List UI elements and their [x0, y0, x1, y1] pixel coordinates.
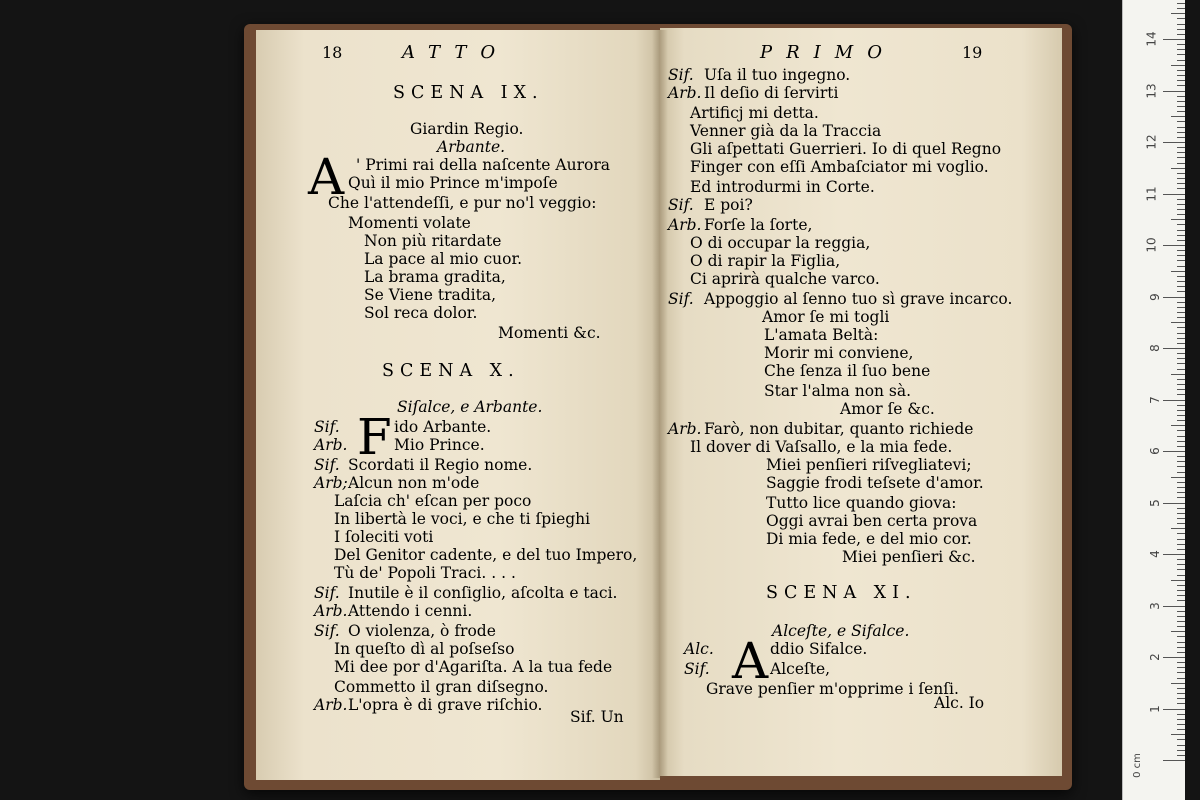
ruler-tick	[1177, 652, 1185, 653]
speaker-label: Sif.	[314, 456, 340, 474]
dialogue-line: Morir mi conviene,	[764, 344, 914, 362]
dialogue-line: Miei penſieri &c.	[842, 548, 976, 566]
dialogue-line: Amor ſe &c.	[840, 400, 935, 418]
ruler-tick	[1177, 60, 1185, 61]
ruler-tick	[1177, 750, 1185, 751]
ruler-tick	[1171, 65, 1185, 66]
ruler-tick	[1177, 466, 1185, 467]
verse-line: Se Viene tradita,	[364, 286, 497, 304]
ruler-tick	[1163, 554, 1185, 555]
ruler-tick	[1177, 209, 1185, 210]
ruler-tick	[1177, 70, 1185, 71]
ruler-tick	[1177, 487, 1185, 488]
dialogue-line: Di mia fede, e del mio cor.	[766, 530, 972, 548]
ruler-tick	[1177, 590, 1185, 591]
ruler-tick	[1177, 420, 1185, 421]
ruler-tick	[1177, 29, 1185, 30]
ruler-tick	[1177, 430, 1185, 431]
dialogue-line: Mio Prince.	[394, 436, 485, 454]
ruler-number: 10	[1144, 237, 1159, 253]
ruler-tick	[1177, 8, 1185, 9]
ruler-number: 5	[1148, 498, 1163, 507]
dialogue-line: Amor ſe mi togli	[762, 308, 890, 326]
dialogue-line: Artificj mi detta.	[690, 104, 819, 122]
scene-x-characters: Siſalce, e Arbante.	[397, 398, 543, 416]
dialogue-line: O violenza, ò frode	[348, 622, 496, 640]
dialogue-line: Uſa il tuo ingegno.	[704, 66, 851, 84]
ruler-tick	[1177, 621, 1185, 622]
ruler-tick	[1177, 75, 1185, 76]
ruler-tick	[1177, 513, 1185, 514]
ruler-tick	[1163, 606, 1185, 607]
ruler-tick	[1177, 276, 1185, 277]
ruler-tick	[1177, 230, 1185, 231]
ruler-tick	[1177, 353, 1185, 354]
ruler-tick	[1177, 137, 1185, 138]
ruler-tick	[1177, 389, 1185, 390]
ruler-tick	[1177, 405, 1185, 406]
dialogue-line: Ci aprirà qualche varco.	[690, 270, 880, 288]
ruler-tick	[1177, 111, 1185, 112]
ruler-number: 13	[1144, 82, 1159, 99]
scene-x-heading: SCENA X.	[382, 361, 520, 381]
dialogue-line: Del Genitor cadente, e del tuo Impero,	[334, 546, 638, 564]
ruler-tick	[1177, 183, 1185, 184]
verse-line: Sol reca dolor.	[364, 304, 478, 322]
ruler-tick	[1177, 482, 1185, 483]
ruler-tick	[1177, 152, 1185, 153]
ruler-tick	[1177, 636, 1185, 637]
ruler-tick	[1177, 281, 1185, 282]
dialogue-line: Grave penſier m'opprime i ſenſi.	[706, 680, 959, 698]
ruler-tick	[1177, 436, 1185, 437]
scene-ix-setting: Giardin Regio.	[410, 120, 524, 138]
ruler-tick	[1171, 168, 1185, 169]
ruler-tick	[1177, 662, 1185, 663]
ruler-tick	[1177, 18, 1185, 19]
ruler-tick	[1177, 544, 1185, 545]
ruler-tick	[1177, 127, 1185, 128]
ruler-tick	[1177, 688, 1185, 689]
speaker-label: Sif.	[668, 290, 694, 308]
ruler-tick	[1177, 3, 1185, 4]
ruler-tick	[1177, 461, 1185, 462]
ruler-tick	[1177, 672, 1185, 673]
ruler-tick	[1163, 91, 1185, 92]
dialogue-line: L'opra è di grave riſchio.	[348, 696, 543, 714]
ruler-tick	[1177, 647, 1185, 648]
ruler-tick	[1177, 703, 1185, 704]
left-catchword: Sif. Un	[570, 708, 624, 726]
ruler-tick	[1177, 188, 1185, 189]
verse-line: La pace al mio cuor.	[364, 250, 523, 268]
dialogue-line: ido Arbante.	[394, 418, 492, 436]
ruler-tick	[1177, 410, 1185, 411]
ruler-tick	[1177, 121, 1185, 122]
ruler-tick	[1177, 106, 1185, 107]
ruler-tick	[1177, 472, 1185, 473]
ruler-tick	[1177, 85, 1185, 86]
ruler-tick	[1177, 523, 1185, 524]
dialogue-line: Appoggio al ſenno tuo sì grave incarco.	[704, 290, 1013, 308]
ruler-number: 4	[1148, 550, 1163, 558]
ruler-tick	[1177, 678, 1185, 679]
ruler-tick	[1177, 240, 1185, 241]
ruler-tick	[1177, 214, 1185, 215]
verse-line: Momenti &c.	[498, 324, 601, 342]
ruler-tick	[1177, 693, 1185, 694]
ruler-tick	[1177, 163, 1185, 164]
dialogue-line: Che ſenza il ſuo bene	[764, 362, 931, 380]
dialogue-line: O di occupar la reggia,	[690, 234, 871, 252]
ruler-tick	[1177, 626, 1185, 627]
dialogue-line: ddio Sifalce.	[770, 640, 868, 658]
ruler-tick	[1163, 348, 1185, 349]
ruler-tick	[1171, 683, 1185, 684]
ruler-tick	[1177, 34, 1185, 35]
ruler-tick	[1177, 24, 1185, 25]
ruler-tick	[1177, 379, 1185, 380]
dialogue-line: Scordati il Regio nome.	[348, 456, 533, 474]
ruler-tick	[1177, 363, 1185, 364]
ruler-tick	[1177, 667, 1185, 668]
ruler-tick	[1177, 235, 1185, 236]
dialogue-line: Gli aſpettati Guerrieri. Io di quel Regno	[690, 140, 1002, 158]
ruler-tick	[1171, 13, 1185, 14]
dialogue-line: Mi dee por d'Agariſta. A la tua fede	[334, 658, 613, 676]
ruler-tick	[1177, 518, 1185, 519]
dialogue-line: In queſto dì al poſseſso	[334, 640, 515, 658]
ruler-tick	[1177, 533, 1185, 534]
ruler-tick	[1177, 147, 1185, 148]
dialogue-line: Il deſio di ſervirti	[704, 84, 839, 102]
ruler-number: 3	[1148, 601, 1163, 610]
ruler-tick	[1171, 374, 1185, 375]
ruler-tick	[1177, 312, 1185, 313]
ruler-number: 8	[1148, 344, 1163, 352]
ruler-tick	[1177, 564, 1185, 565]
ruler-tick	[1177, 585, 1185, 586]
ruler-tick	[1163, 451, 1185, 452]
ruler-tick	[1171, 322, 1185, 323]
left-page-number: 18	[322, 43, 343, 62]
ruler-number: 11	[1144, 185, 1159, 202]
ruler-tick	[1177, 642, 1185, 643]
speaker-label: Sif.	[668, 196, 694, 214]
ruler-tick	[1177, 729, 1185, 730]
ruler-tick	[1177, 559, 1185, 560]
right-running-head: PRIMO	[760, 42, 896, 63]
ruler-tick	[1177, 307, 1185, 308]
speaker-label: Sif.	[314, 622, 340, 640]
verse-line: La brama gradita,	[364, 268, 506, 286]
right-catchword: Alc. Io	[934, 694, 985, 712]
dialogue-line: Alcun non m'ode	[348, 474, 480, 492]
ruler-tick	[1177, 569, 1185, 570]
ruler-tick	[1177, 80, 1185, 81]
verse-line: Quì il mio Prince m'impoſe	[348, 174, 558, 192]
ruler-tick	[1171, 580, 1185, 581]
speaker-label: Arb.	[668, 84, 702, 102]
speaker-label: Alc.	[684, 640, 714, 658]
ruler-tick	[1177, 539, 1185, 540]
dialogue-line: Alceſte,	[770, 660, 831, 678]
ruler-tick	[1171, 528, 1185, 529]
ruler-tick	[1177, 394, 1185, 395]
dialogue-line: L'amata Beltà:	[764, 326, 879, 344]
speaker-label: Sif.	[314, 418, 340, 436]
ruler-tick	[1177, 255, 1185, 256]
ruler-tick	[1177, 369, 1185, 370]
dialogue-line: Tù de' Popoli Traci. . . .	[334, 564, 516, 582]
ruler-tick	[1177, 719, 1185, 720]
ruler-tick	[1177, 724, 1185, 725]
ruler-tick	[1171, 477, 1185, 478]
speaker-label: Arb.	[314, 436, 348, 454]
ruler-tick	[1177, 755, 1185, 756]
dialogue-line: Miei penſieri riſvegliatevi;	[766, 456, 972, 474]
dialogue-line: Forſe la ſorte,	[704, 216, 813, 234]
ruler-tick	[1171, 116, 1185, 117]
ruler-number: 1	[1148, 704, 1163, 713]
ruler-tick	[1177, 446, 1185, 447]
ruler-tick	[1177, 616, 1185, 617]
book-gutter	[652, 30, 668, 778]
ruler-number: 12	[1144, 134, 1159, 150]
dialogue-line: Saggie frodi teſsete d'amor.	[766, 474, 984, 492]
ruler-tick	[1163, 503, 1185, 504]
ruler-tick	[1177, 178, 1185, 179]
ruler-tick	[1177, 44, 1185, 45]
ruler-tick	[1163, 760, 1185, 761]
ruler-tick	[1177, 441, 1185, 442]
ruler-tick	[1177, 266, 1185, 267]
ruler-tick	[1177, 343, 1185, 344]
scene-ix-speaker: Arbante.	[437, 138, 506, 156]
dialogue-line: In libertà le voci, e che ti ſpieghi	[334, 510, 591, 528]
dialogue-line: Tutto lice quando giova:	[766, 494, 957, 512]
dialogue-line: Star l'alma non sà.	[764, 382, 912, 400]
ruler-tick	[1177, 595, 1185, 596]
ruler-tick	[1177, 173, 1185, 174]
ruler-tick	[1177, 286, 1185, 287]
ruler-tick	[1177, 611, 1185, 612]
ruler-tick	[1177, 199, 1185, 200]
ruler-tick	[1177, 54, 1185, 55]
dialogue-line: Finger con eſſi Ambaſciator mi voglio.	[690, 158, 989, 176]
ruler-tick	[1177, 358, 1185, 359]
ruler-tick	[1177, 745, 1185, 746]
speaker-label: Sif.	[684, 660, 710, 678]
ruler-tick	[1163, 709, 1185, 710]
ruler-tick	[1177, 338, 1185, 339]
ruler-tick	[1177, 333, 1185, 334]
dialogue-line: Commetto il gran diſsegno.	[334, 678, 549, 696]
scene-xi-dropcap: A	[732, 632, 769, 690]
ruler-tick	[1177, 250, 1185, 251]
dialogue-line: Attendo i cenni.	[348, 602, 473, 620]
ruler-tick	[1163, 400, 1185, 401]
ruler-tick	[1171, 631, 1185, 632]
ruler-tick	[1177, 101, 1185, 102]
ruler-tick	[1177, 157, 1185, 158]
verse-line: Che l'attendeſſi, e pur no'l veggio:	[328, 194, 597, 212]
ruler-tick	[1163, 142, 1185, 143]
dialogue-line: Ed introdurmi in Corte.	[690, 178, 875, 196]
speaker-label: Arb.	[314, 602, 348, 620]
ruler-tick	[1177, 224, 1185, 225]
ruler-number: 2	[1148, 653, 1163, 661]
verse-line: ' Primi rai della naſcente Aurora	[356, 156, 610, 174]
ruler-tick	[1177, 327, 1185, 328]
dialogue-line: O di rapir la Figlia,	[690, 252, 841, 270]
ruler-tick	[1177, 575, 1185, 576]
ruler-tick	[1177, 456, 1185, 457]
ruler-tick	[1163, 39, 1185, 40]
ruler-tick	[1177, 260, 1185, 261]
ruler-tick	[1177, 291, 1185, 292]
ruler-tick	[1163, 245, 1185, 246]
ruler-tick	[1177, 714, 1185, 715]
dialogue-line: Inutile è il conſiglio, aſcolta e taci.	[348, 584, 618, 602]
ruler-tick	[1177, 317, 1185, 318]
ruler-tick	[1177, 492, 1185, 493]
ruler-tick	[1177, 549, 1185, 550]
speaker-label: Arb.	[668, 216, 702, 234]
scene-x-dropcap: F	[357, 408, 392, 466]
ruler-tick	[1177, 384, 1185, 385]
ruler-tick	[1177, 698, 1185, 699]
ruler-number: 9	[1148, 292, 1163, 301]
speaker-label: Arb;	[314, 474, 348, 492]
ruler-tick	[1177, 508, 1185, 509]
ruler-tick	[1177, 132, 1185, 133]
dialogue-line: Venner già da la Traccia	[690, 122, 882, 140]
ruler-unit-label: 0 cm	[1131, 753, 1143, 778]
ruler-number: 6	[1148, 447, 1163, 455]
ruler-tick	[1177, 600, 1185, 601]
ruler-tick	[1163, 657, 1185, 658]
verse-line: Non più ritardate	[364, 232, 502, 250]
ruler-tick	[1177, 96, 1185, 97]
scene-xi-characters: Alceſte, e Sifalce.	[772, 622, 910, 640]
right-page-number: 19	[962, 43, 983, 62]
ruler-tick	[1177, 204, 1185, 205]
dialogue-line: Il dover di Vaſsallo, e la mia fede.	[690, 438, 953, 456]
left-running-head: ATTO	[402, 42, 510, 63]
speaker-label: Sif.	[314, 584, 340, 602]
dialogue-line: E poi?	[704, 196, 753, 214]
scene-ix-heading: SCENA IX.	[393, 83, 544, 103]
ruler-number: 14	[1144, 31, 1159, 47]
scene-xi-heading: SCENA XI.	[766, 583, 917, 603]
ruler-tick	[1177, 49, 1185, 50]
ruler-tick	[1177, 497, 1185, 498]
speaker-label: Sif.	[668, 66, 694, 84]
dialogue-line: Oggi avrai ben certa prova	[766, 512, 978, 530]
ruler-number: 7	[1148, 395, 1163, 404]
ruler-tick	[1171, 271, 1185, 272]
ruler-tick	[1171, 219, 1185, 220]
verse-line: Momenti volate	[348, 214, 471, 232]
speaker-label: Arb.	[314, 696, 348, 714]
ruler-tick	[1171, 734, 1185, 735]
dialogue-line: Farò, non dubitar, quanto richiede	[704, 420, 974, 438]
dialogue-line: Laſcia ch' eſcan per poco	[334, 492, 532, 510]
scene-ix-dropcap: A	[308, 148, 345, 206]
ruler-tick	[1177, 302, 1185, 303]
speaker-label: Arb.	[668, 420, 702, 438]
ruler-tick	[1177, 415, 1185, 416]
ruler-tick	[1177, 739, 1185, 740]
ruler-tick	[1163, 297, 1185, 298]
dialogue-line: I ſoleciti voti	[334, 528, 434, 546]
measuring-ruler	[1122, 0, 1185, 800]
ruler-tick	[1163, 194, 1185, 195]
ruler-tick	[1171, 425, 1185, 426]
